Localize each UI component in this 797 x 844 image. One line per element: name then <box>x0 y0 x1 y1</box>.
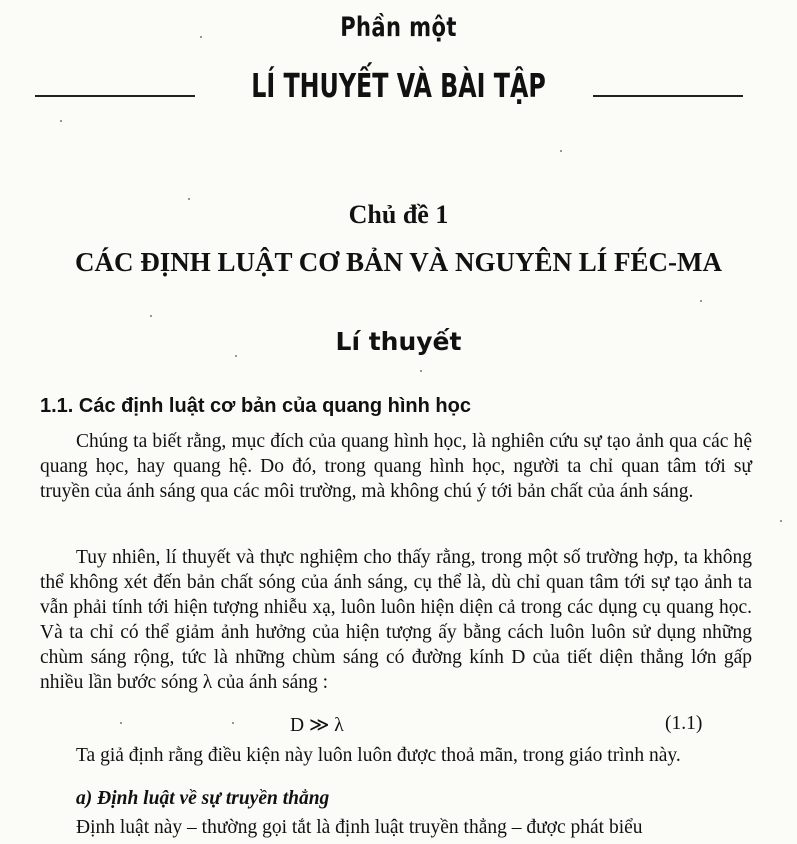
paragraph-4: Định luật này – thường gọi tắt là định luật truyền thẳng – được phát biểu <box>76 817 643 838</box>
scan-speck <box>60 120 62 122</box>
theory-heading: Lí thuyết <box>335 327 462 356</box>
scan-speck <box>700 300 702 302</box>
subheading: a) Định luật về sự truyền thẳng <box>76 788 330 809</box>
scan-speck <box>150 315 152 317</box>
scan-speck <box>780 520 782 522</box>
scan-speck <box>120 722 122 724</box>
equation: D ≫ λ <box>290 715 344 736</box>
main-title: LÍ THUYẾT VÀ BÀI TẬP <box>251 66 546 105</box>
section-heading: 1.1. Các định luật cơ bản của quang hình học <box>40 395 471 417</box>
topic-number: Chủ đề 1 <box>348 200 449 229</box>
topic-title: CÁC ĐỊNH LUẬT CƠ BẢN VÀ NGUYÊN LÍ FÉC-MA <box>74 247 723 277</box>
scan-speck <box>188 198 190 200</box>
part-label: Phần một <box>340 12 457 43</box>
title-rule-right <box>593 95 743 97</box>
equation-number: (1.1) <box>665 713 703 734</box>
scan-speck <box>200 36 202 38</box>
paragraph-2: Tuy nhiên, lí thuyết và thực nghiệm cho thấy rằng, trong một số trường hợp, ta không thể không xét đến bản chất sóng của ánh sáng, cụ thể là, dù chỉ quan tâm tới sự tạo ảnh ta vẫn phải tính tới hiện tượng nhiễu xạ, luôn luôn hiện diện cả trong các dụng cụ quang học. Và ta chỉ có thể giảm ảnh hưởng của hiện tượng ấy bằng cách luôn luôn sử dụng những chùm sáng rộng, tức là những chùm sáng có đường kính D của tiết diện thẳng lớn gấp nhiều lần bước sóng λ của ánh sáng : <box>40 547 752 693</box>
paragraph-1: Chúng ta biết rằng, mục đích của quang hình học, là nghiên cứu sự tạo ảnh qua các hệ quang học, hay quang hệ. Do đó, trong quang hình học, người ta chỉ quan tâm tới sự truyền của ánh sáng qua các môi trường, mà không chú ý tới bản chất của ánh sáng. <box>40 431 752 502</box>
scan-speck <box>420 370 422 372</box>
scan-speck <box>235 355 237 357</box>
scan-speck <box>560 150 562 152</box>
paragraph-3: Ta giả định rằng điều kiện này luôn luôn được thoả mãn, trong giáo trình này. <box>76 745 681 766</box>
scan-speck <box>232 722 234 724</box>
